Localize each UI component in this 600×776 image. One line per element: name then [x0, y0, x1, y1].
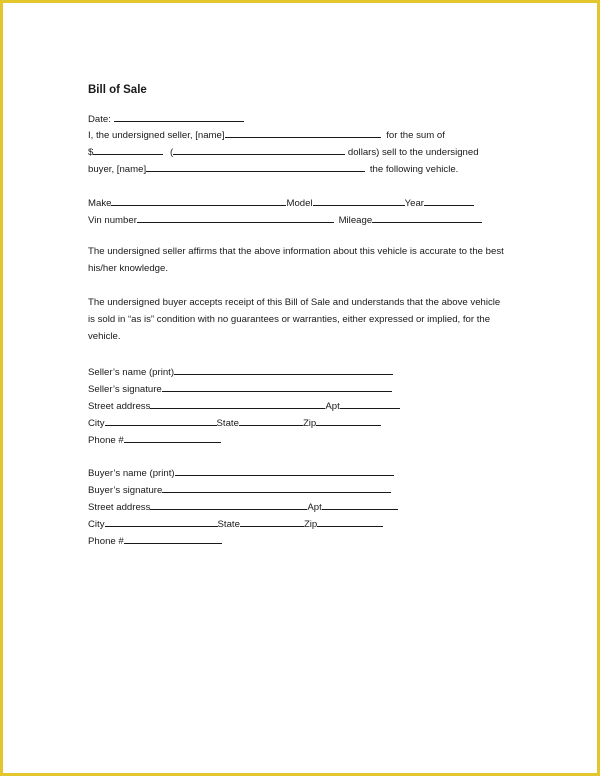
buyer-street-label: Street address — [88, 502, 151, 513]
seller-city-label: City — [88, 418, 105, 429]
buyer-city-label: City — [88, 519, 105, 530]
seller-zip-field[interactable] — [316, 415, 381, 426]
buyer-name-line — [88, 465, 394, 480]
seller-street-label: Street address — [88, 401, 151, 412]
buyer-name-field[interactable] — [146, 161, 365, 172]
buyer-intro-line — [88, 161, 458, 176]
vehicle-line-2 — [88, 212, 482, 227]
buyer-apt-field[interactable] — [322, 499, 398, 510]
buyer-intro-text: buyer, [name] — [88, 164, 147, 175]
seller-intro-line — [88, 127, 445, 142]
year-label: Year — [404, 198, 424, 209]
seller-name-print-label: Seller’s name (print) — [88, 367, 175, 378]
buyer-apt-label: Apt — [307, 502, 322, 513]
vin-label: Vin number — [88, 215, 137, 226]
seller-city-line — [88, 415, 381, 430]
buyer-street-field[interactable] — [150, 499, 307, 510]
dollar-sign: $ — [88, 147, 94, 158]
buyer-phone-field[interactable] — [124, 533, 222, 544]
amount-words-field[interactable] — [173, 144, 345, 155]
seller-apt-label: Apt — [325, 401, 340, 412]
seller-phone-line — [88, 432, 221, 447]
seller-affirmation: The undersigned seller affirms that the above information about this vehicle is accurate to the best his/her knowledge. — [88, 246, 504, 274]
seller-signature-label: Seller’s signature — [88, 384, 162, 395]
amount-line — [88, 144, 479, 159]
seller-signature-field[interactable] — [162, 381, 392, 392]
buyer-state-field[interactable] — [240, 516, 304, 527]
dollars-sell-text: dollars) sell to the undersigned — [347, 147, 479, 158]
seller-name-line — [88, 364, 393, 379]
buyer-city-field[interactable] — [105, 516, 218, 527]
make-label: Make — [88, 198, 112, 209]
seller-state-label: State — [216, 418, 239, 429]
buyer-phone-line — [88, 533, 222, 548]
mileage-label: Mileage — [338, 215, 373, 226]
model-label: Model — [286, 198, 313, 209]
date-line — [88, 111, 244, 126]
document-title: Bill of Sale — [88, 84, 147, 96]
vin-field[interactable] — [137, 212, 334, 223]
buyer-zip-field[interactable] — [317, 516, 383, 527]
seller-phone-field[interactable] — [124, 432, 221, 443]
seller-phone-label: Phone # — [88, 435, 124, 446]
year-field[interactable] — [424, 195, 474, 206]
buyer-name-print-field[interactable] — [175, 465, 394, 476]
amount-field[interactable] — [93, 144, 163, 155]
mileage-field[interactable] — [372, 212, 482, 223]
seller-street-field[interactable] — [150, 398, 325, 409]
buyer-name-print-label: Buyer’s name (print) — [88, 468, 175, 479]
seller-intro-text: I, the undersigned seller, [name] — [88, 130, 225, 141]
buyer-acceptance: The undersigned buyer accepts receipt of this Bill of Sale and understands that the above vehicle is sold in “as is” condition with no guarantees or warranties, either expressed or implied, for the vehicle. — [88, 297, 501, 342]
buyer-city-line — [88, 516, 383, 531]
paren-open: ( — [170, 147, 174, 158]
vehicle-line-1 — [88, 195, 474, 210]
buyer-zip-label: Zip — [303, 519, 318, 530]
date-field[interactable] — [114, 111, 244, 122]
date-label: Date: — [88, 114, 111, 125]
seller-zip-label: Zip — [302, 418, 317, 429]
buyer-street-line — [88, 499, 398, 514]
buyer-phone-label: Phone # — [88, 536, 124, 547]
seller-name-field[interactable] — [225, 127, 381, 138]
buyer-state-label: State — [217, 519, 240, 530]
document-page — [3, 3, 597, 773]
seller-street-line — [88, 398, 400, 413]
seller-signature-line — [88, 381, 392, 396]
seller-apt-field[interactable] — [340, 398, 400, 409]
seller-state-field[interactable] — [239, 415, 303, 426]
seller-city-field[interactable] — [105, 415, 217, 426]
make-field[interactable] — [111, 195, 286, 206]
seller-name-print-field[interactable] — [174, 364, 393, 375]
buyer-signature-field[interactable] — [162, 482, 391, 493]
buyer-signature-label: Buyer’s signature — [88, 485, 163, 496]
for-sum-text: for the sum of — [386, 130, 445, 141]
model-field[interactable] — [313, 195, 405, 206]
following-vehicle-text: the following vehicle. — [369, 164, 459, 175]
buyer-signature-line — [88, 482, 391, 497]
